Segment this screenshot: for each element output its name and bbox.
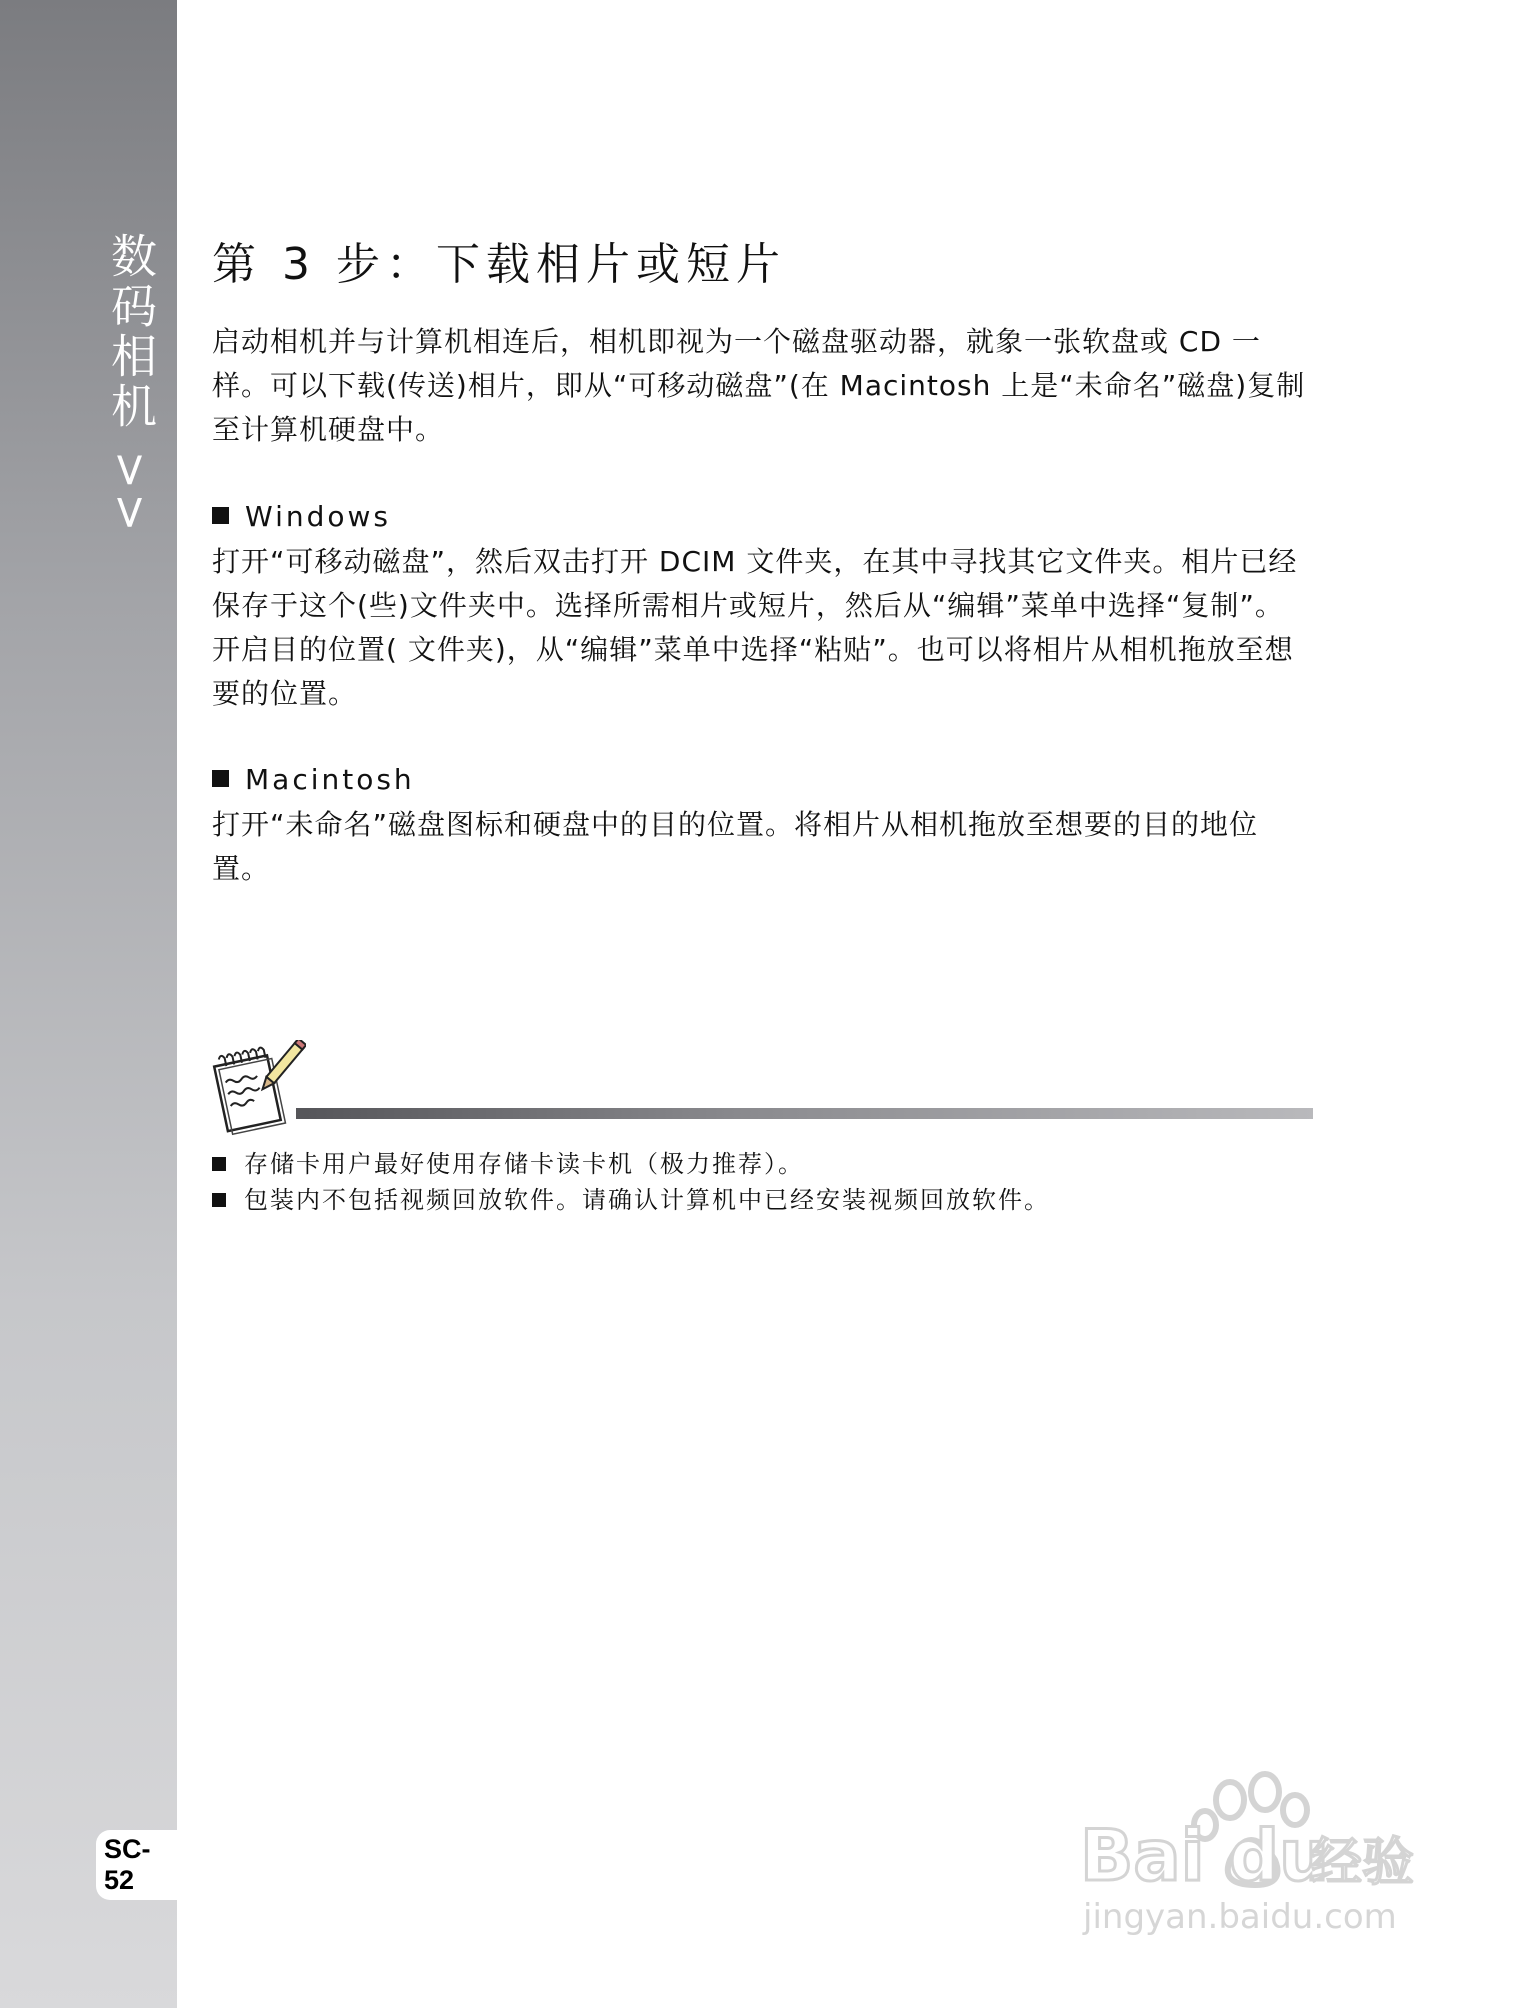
bullet-square-icon [212,1157,226,1171]
note-divider-bar [296,1108,1313,1119]
page-title: 第 3 步：下载相片或短片 [212,239,786,290]
section-label: 数码相机 >> [104,232,158,536]
note-item: 包装内不包括视频回放软件。请确认计算机中已经安装视频回放软件。 [212,1182,1050,1218]
watermark-logo-text: Bai du [1080,1815,1329,1897]
windows-paragraph: 打开“可移动磁盘”，然后双击打开 DCIM 文件夹，在其中寻找其它文件夹。相片已经保存于这个(些)文件夹中。选择所需相片或短片，然后从“编辑”菜单中选择“复制”。开启目的位置( 文件夹)，从“编辑”菜单中选择“粘贴”。也可以将相片从相机拖放至想要的位置。 [212,545,1298,710]
watermark-url: jingyan.baidu.com [1083,1897,1397,1937]
windows-heading [212,497,391,537]
macintosh-paragraph: 打开“未命名”磁盘图标和硬盘中的目的位置。将相片从相机拖放至想要的目的地位置。 [212,808,1259,885]
bullet-square-icon [212,507,229,524]
intro-paragraph: 启动相机并与计算机相连后，相机即视为一个磁盘驱动器，就象一张软盘或 CD 一样。可以下载(传送)相片，即从“可移动磁盘”(在 Macintosh 上是“未命名”磁盘)复制至计算机硬盘中。 [212,325,1306,446]
windows-heading-label: Windows [245,500,391,533]
macintosh-heading-label: Macintosh [245,763,415,796]
note-item: 存储卡用户最好使用存储卡读卡机（极力推荐）。 [212,1146,1050,1182]
bullet-square-icon [212,770,229,787]
notepad-pencil-icon [210,1040,306,1136]
sidebar [0,0,177,2008]
macintosh-heading [212,760,415,800]
notes-list [212,1146,1050,1218]
page-number: SC-52 [96,1830,177,1900]
bullet-square-icon [212,1193,226,1207]
watermark-logo-cn: 经验 [1310,1833,1415,1893]
